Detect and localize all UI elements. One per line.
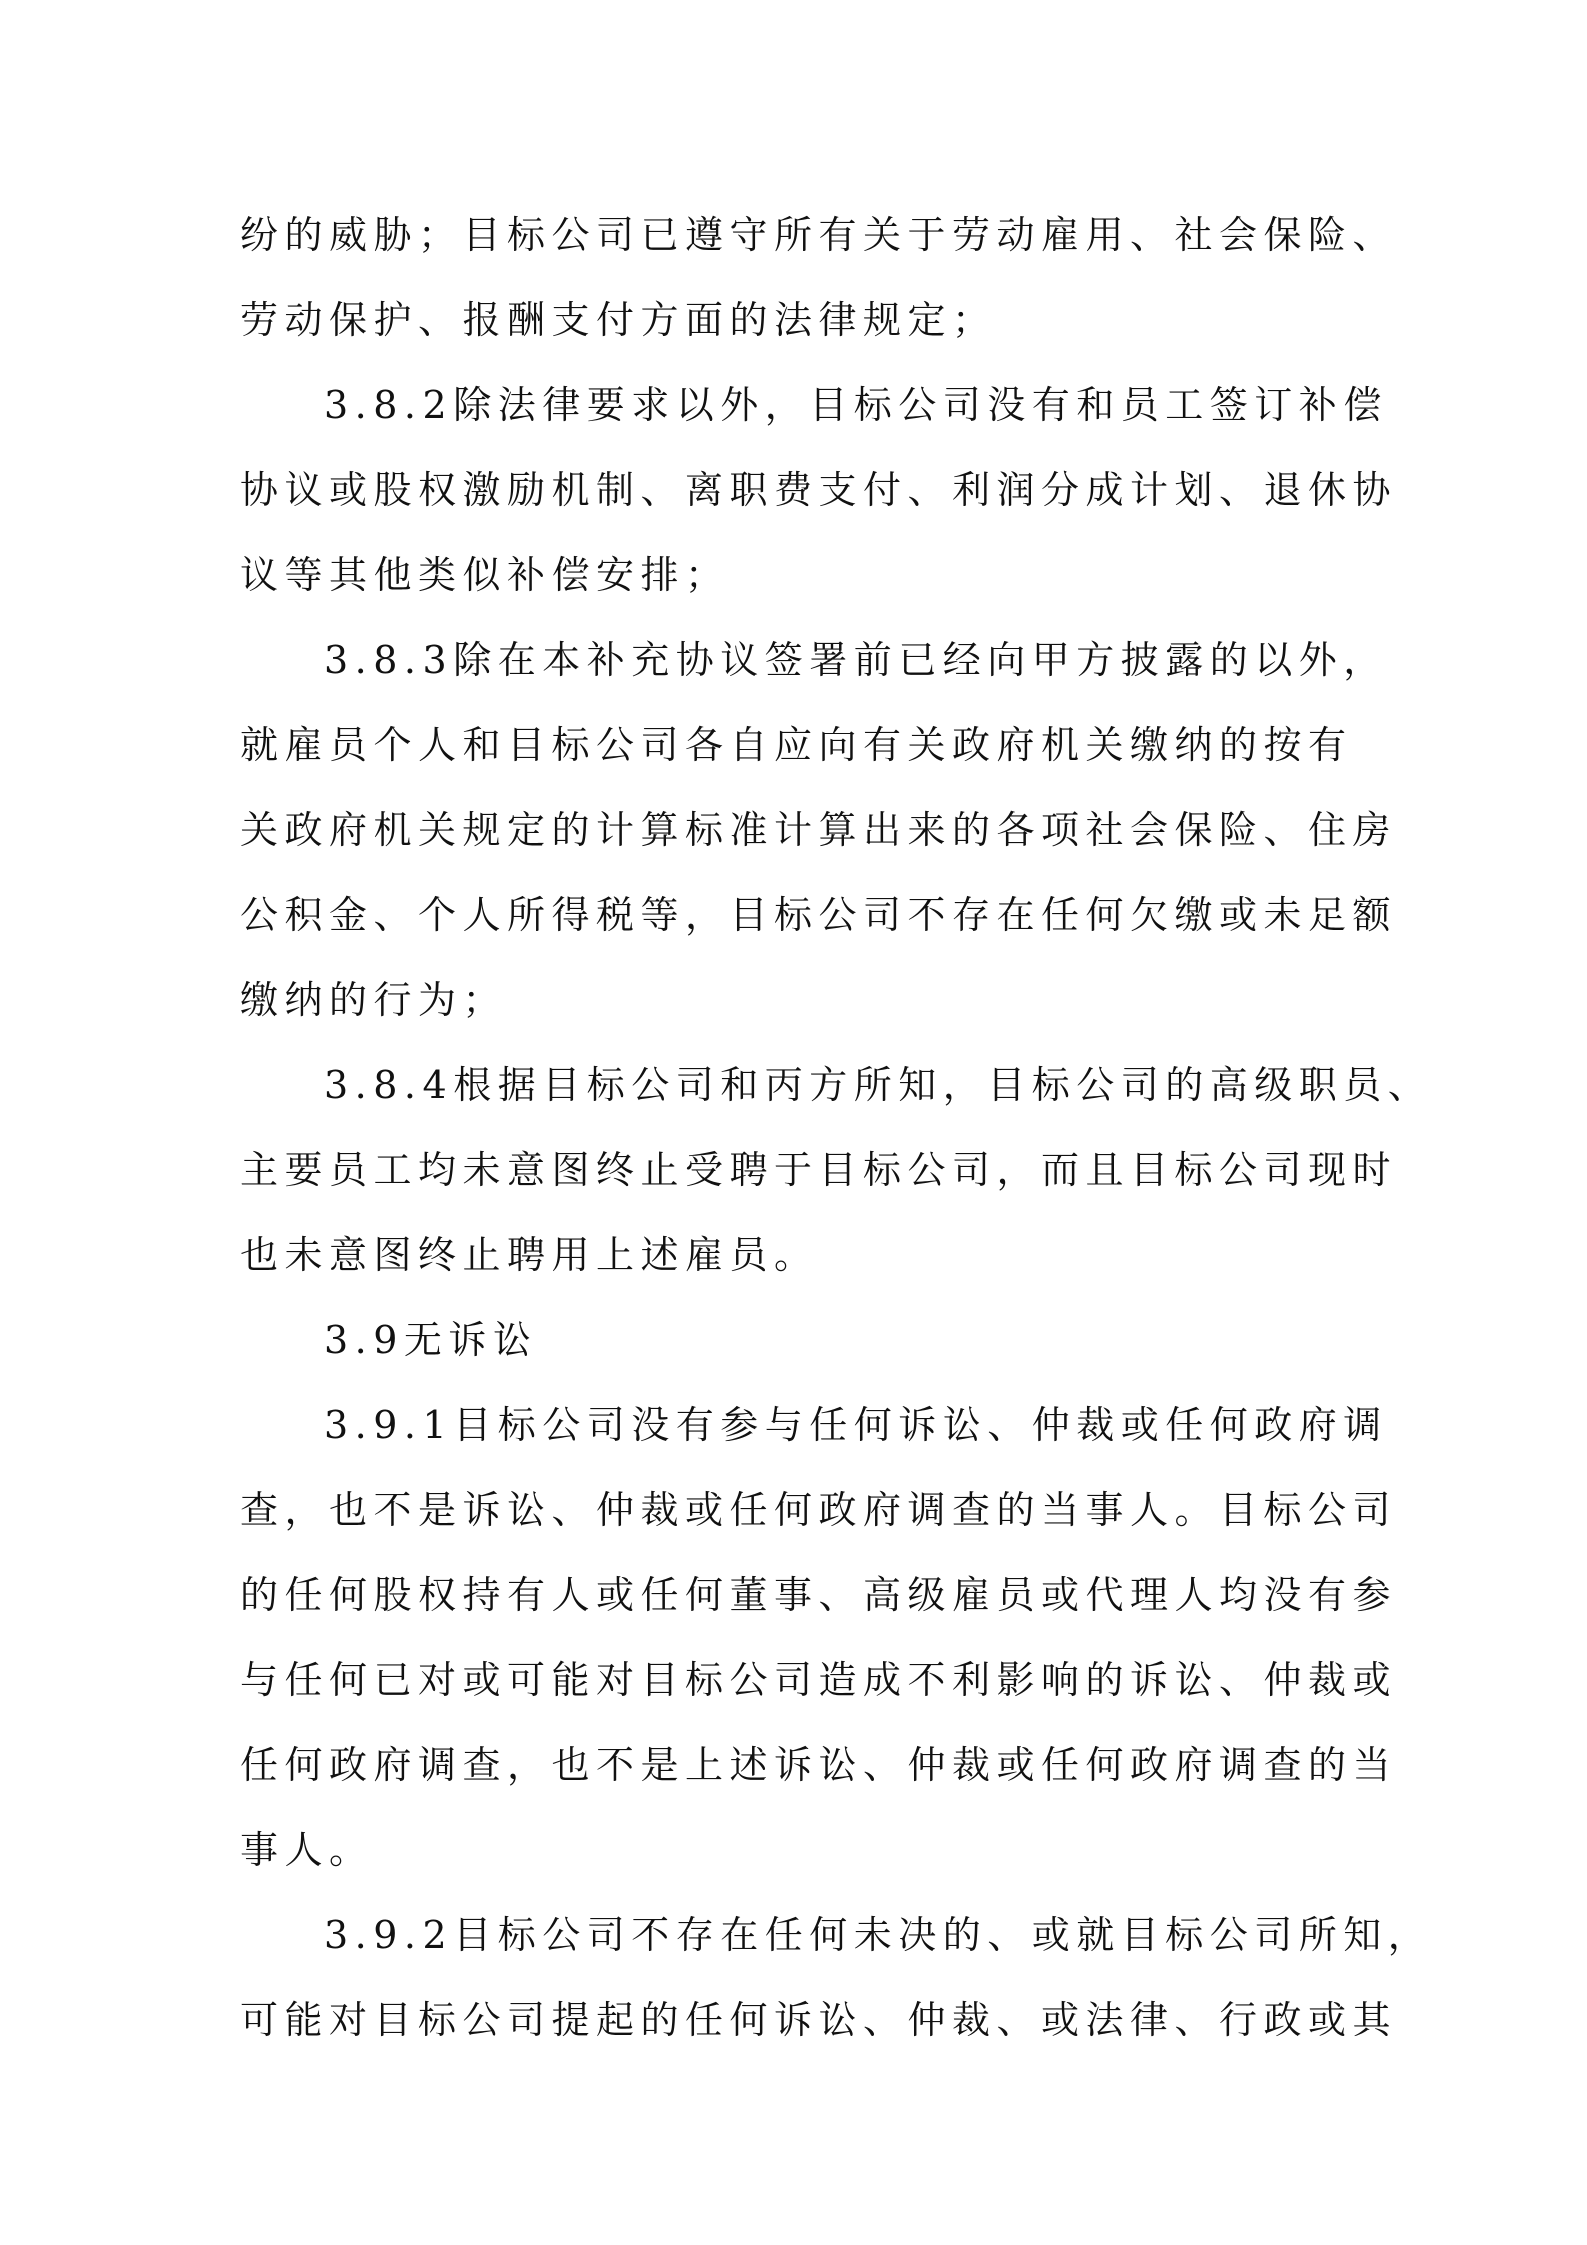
text-line: 也未意图终止聘用上述雇员。 (240, 1233, 819, 1277)
clause-3-9-1: 3.9.1目标公司没有参与任何诉讼、仲裁或任何政府调 (324, 1403, 1388, 1447)
text-line: 协议或股权激励机制、离职费支付、利润分成计划、退休协 (240, 468, 1398, 512)
text-line: 就雇员个人和目标公司各自应向有关政府机关缴纳的按有 (240, 723, 1353, 767)
text-line: 查，也不是诉讼、仲裁或任何政府调查的当事人。目标公司 (240, 1488, 1398, 1532)
text-line: 缴纳的行为； (240, 978, 508, 1022)
text-line: 与任何已对或可能对目标公司造成不利影响的诉讼、仲裁或 (240, 1658, 1398, 1702)
text-line: 公积金、个人所得税等，目标公司不存在任何欠缴或未足额 (240, 893, 1398, 937)
text-line: 可能对目标公司提起的任何诉讼、仲裁、或法律、行政或其 (240, 1998, 1398, 2042)
clause-3-8-3: 3.8.3除在本补充协议签署前已经向甲方披露的以外， (324, 638, 1388, 682)
text-line: 议等其他类似补偿安排； (240, 553, 730, 597)
text-line: 的任何股权持有人或任何董事、高级雇员或代理人均没有参 (240, 1573, 1398, 1617)
clause-3-9-2: 3.9.2目标公司不存在任何未决的、或就目标公司所知， (324, 1913, 1433, 1957)
clause-3-8-2: 3.8.2除法律要求以外，目标公司没有和员工签订补偿 (324, 383, 1388, 427)
text-line: 关政府机关规定的计算标准计算出来的各项社会保险、住房 (240, 808, 1398, 852)
section-heading-3-9: 3.9无诉讼 (324, 1318, 538, 1362)
clause-3-8-4: 3.8.4根据目标公司和丙方所知，目标公司的高级职员、 (324, 1063, 1433, 1107)
text-line: 任何政府调查，也不是上述诉讼、仲裁或任何政府调查的当 (240, 1743, 1398, 1787)
text-line: 事人。 (240, 1828, 374, 1872)
text-line: 主要员工均未意图终止受聘于目标公司，而且目标公司现时 (240, 1148, 1398, 1192)
text-line: 劳动保护、报酬支付方面的法律规定； (240, 298, 997, 342)
text-line: 纷的威胁；目标公司已遵守所有关于劳动雇用、社会保险、 (240, 213, 1398, 257)
